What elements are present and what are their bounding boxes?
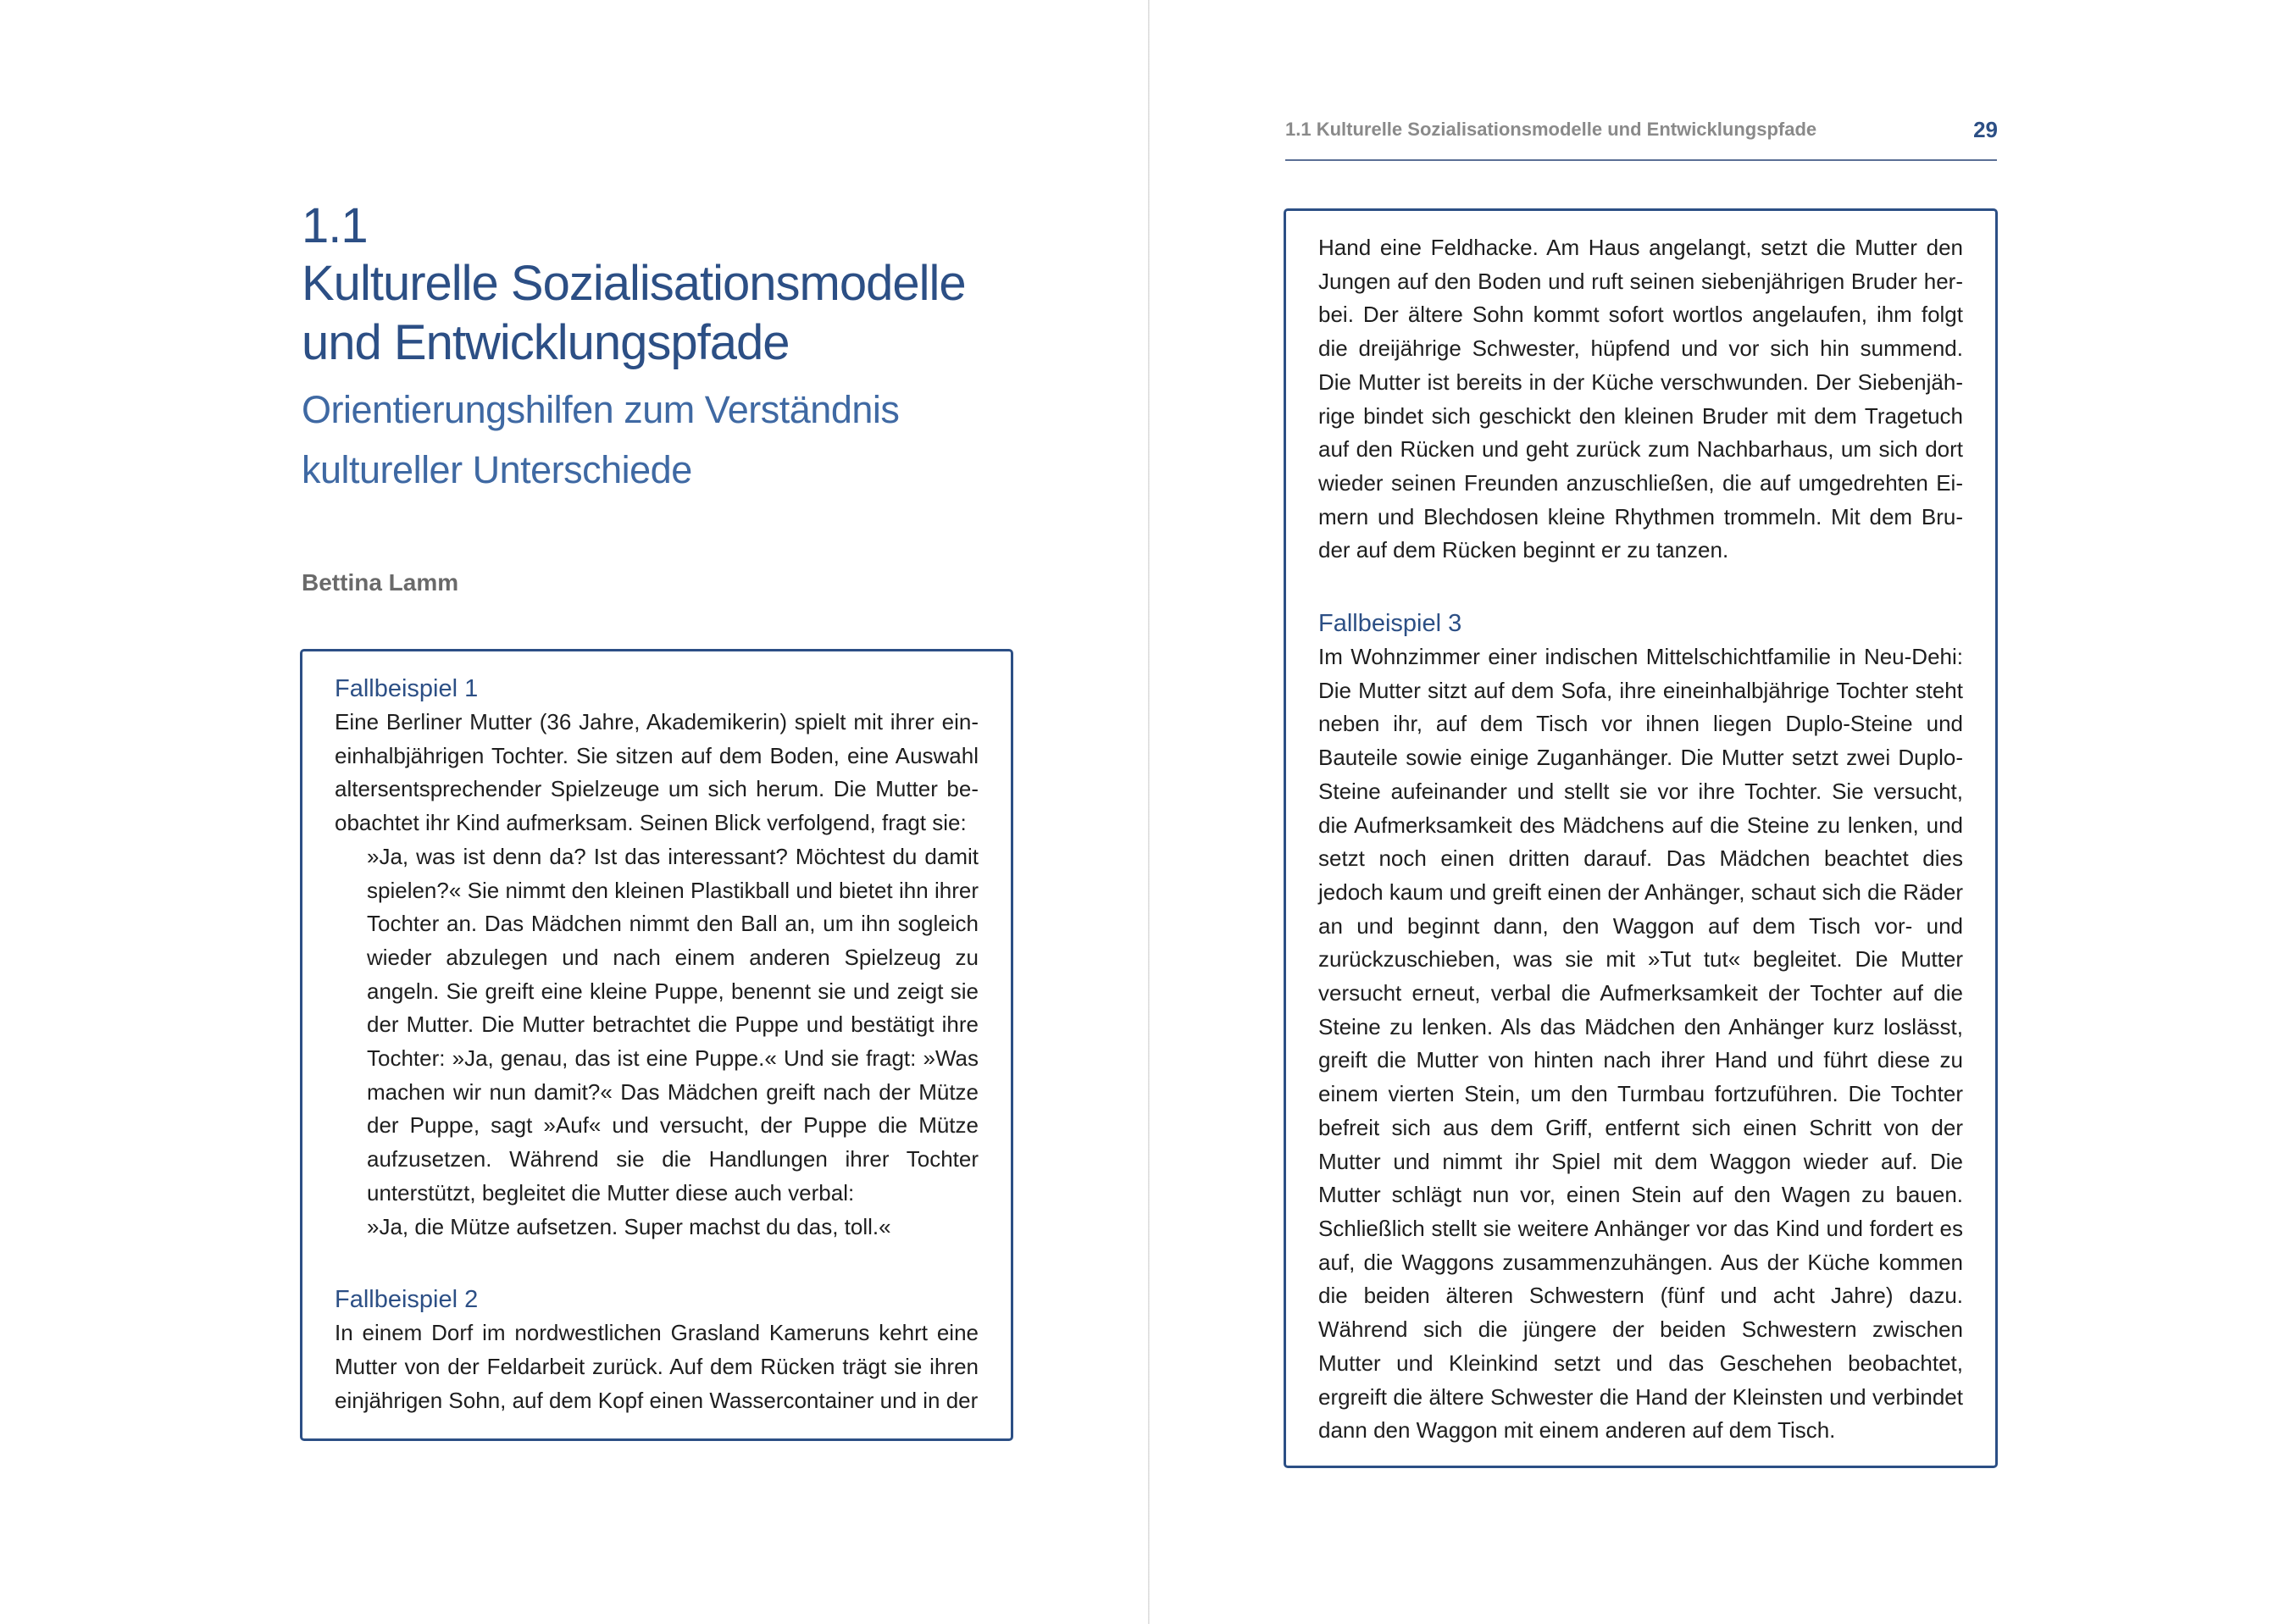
- case-study-1-paragraph-1: Eine Berliner Mutter (36 Jahre, Akademikerin) spielt mit ihrer eineinhalbjährigen Tochter. Sie sitzen auf dem Boden, eine Auswahl altersentsprechender Spielzeuge um sich herum. Die Mutter beobachtet ihr Kind aufmerksam. Seinen Blick verfolgend, fragt sie:: [335, 709, 979, 836]
- header-rule: [1285, 159, 1997, 161]
- chapter-subtitle-line-1: Orientierungshilfen zum Verständnis: [302, 388, 900, 431]
- chapter-title: [302, 254, 1064, 373]
- case-study-3-paragraph-1: Im Wohnzimmer einer indischen Mittelschichtfamilie in Neu-Dehi: Die Mutter sitzt auf dem Sofa, ihre eineinhalbjährige Tochter steht neben ihr, auf dem Tisch vor ihnen liegen Duplo-Steine und Bauteile sowie einige Zuganhänger. Die Mutter setzt zwei Duplo-Steine aufeinander und stellt sie vor ihre Tochter. Sie versucht, die Aufmerksamkeit des Mädchens auf die Steine zu lenken, und setzt noch einen dritten darauf. Das Mädchen beachtet dies jedoch kaum und greift einen der Anhänger, schaut sich die Räder an und beginnt dann, den Waggon auf dem Tisch vor- und zurückzuschieben, was sie mit »Tut tut« begleitet. Die Mutter versucht erneut, verbal die Aufmerksamkeit der Tochter auf die Steine zu lenken. Als das Mädchen den Anhänger kurz loslässt, greift die Mutter von hinten nach ihrer Hand und führt diese zu einem vierten Stein, um den Turmbau fortzuführen. Die Tochter befreit sich aus dem Griff, entfernt sich einen Schritt von der Mutter und nimmt ihr Spiel mit dem Waggon wieder auf. Die Mutter schlägt nun vor, einen Stein auf den Wagen zu bauen. Schließlich stellt sie weitere Anhänger vor das Kind und fordert es auf, die Waggons zusammenzuhängen. Aus der Küche kommen die beiden älteren Schwestern (fünf und acht Jahre) dazu. Während sich die jüngere der beiden Schwestern zwischen Mutter und Kleinkind setzt und das Geschehen beobachtet, ergreift die ältere Schwester die Hand der Kleinsten und verbindet dann den Waggon mit einem anderen auf dem Tisch.: [1318, 644, 1963, 1444]
- case-study-box-left: [300, 649, 1013, 1441]
- chapter-subtitle: [302, 380, 1064, 500]
- case-study-2-paragraph-1: In einem Dorf im nordwestlichen Grasland Kameruns kehrt eine Mutter von der Feldarbeit zurück. Auf dem Rücken trägt sie ihren einjährigen Sohn, auf dem Kopf einen Wassercontainer und in der: [335, 1320, 979, 1413]
- case-study-2-continued: Hand eine Feldhacke. Am Haus angelangt, setzt die Mutter den Jungen auf den Boden und ruft seinen siebenjährigen Bruder herbei. Der ältere Sohn kommt sofort wortlos angelaufen, ihm folgt die dreijährige Schwester, hüpfend und vor sich hin summend. Die Mutter ist bereits in der Küche verschwunden. Der Siebenjährige bindet sich geschickt den kleinen Bruder mit dem Tragetuch auf den Rücken und geht zurück zum Nachbarhaus, um sich dort wieder seinen Freunden anzuschließen, die auf umgedrehten Eimern und Blechdosen kleine Rhythmen trommeln. Mit dem Bruder auf dem Rücken beginnt er zu tanzen.: [1318, 235, 1963, 563]
- case-study-1-title: Fallbeispiel 1: [335, 675, 479, 702]
- case-study-3-title: Fallbeispiel 3: [1318, 610, 1462, 638]
- chapter-subtitle-line-2: kultureller Unterschiede: [302, 448, 692, 491]
- section-spacer: [335, 1244, 979, 1283]
- case-study-2-title: Fallbeispiel 2: [335, 1286, 479, 1314]
- chapter-title-line-2: und Entwicklungspfade: [302, 315, 790, 370]
- page-number: 29: [1973, 117, 1998, 142]
- author-name: Bettina Lamm: [302, 569, 459, 596]
- running-head: 1.1 Kulturelle Sozialisationsmodelle und Entwicklungspfade: [1285, 119, 1817, 140]
- case-study-box-right: [1284, 208, 1998, 1468]
- section-spacer: [1318, 568, 1963, 607]
- chapter-number: 1.1: [302, 198, 368, 253]
- chapter-title-line-1: Kulturelle Sozialisationsmodelle: [302, 256, 966, 311]
- case-study-1-paragraph-3: »Ja, die Mütze aufsetzen. Super machst du das, toll.«: [367, 1213, 891, 1239]
- case-study-1-paragraph-2: »Ja, was ist denn da? Ist das interessant? Möchtest du damit spielen?« Sie nimmt den kleinen Plastikball und bietet ihn ihrer Tochter an. Das Mädchen nimmt den Ball an, um ihn sogleich wieder abzulegen und nach einem anderen Spielzeug zu angeln. Sie greift eine kleine Puppe, benennt sie und zeigt sie der Mutter. Die Mutter betrachtet die Puppe und bestätigt ihre Tochter: »Ja, genau, das ist eine Puppe.« Und sie fragt: »Was machen wir nun damit?« Das Mädchen greift nach der Mütze der Puppe, sagt »Auf« und versucht, der Puppe die Mütze aufzusetzen. Während sie die Handlungen ihrer Tochter unterstützt, begleitet die Mutter diese auch verbal:: [367, 843, 979, 1206]
